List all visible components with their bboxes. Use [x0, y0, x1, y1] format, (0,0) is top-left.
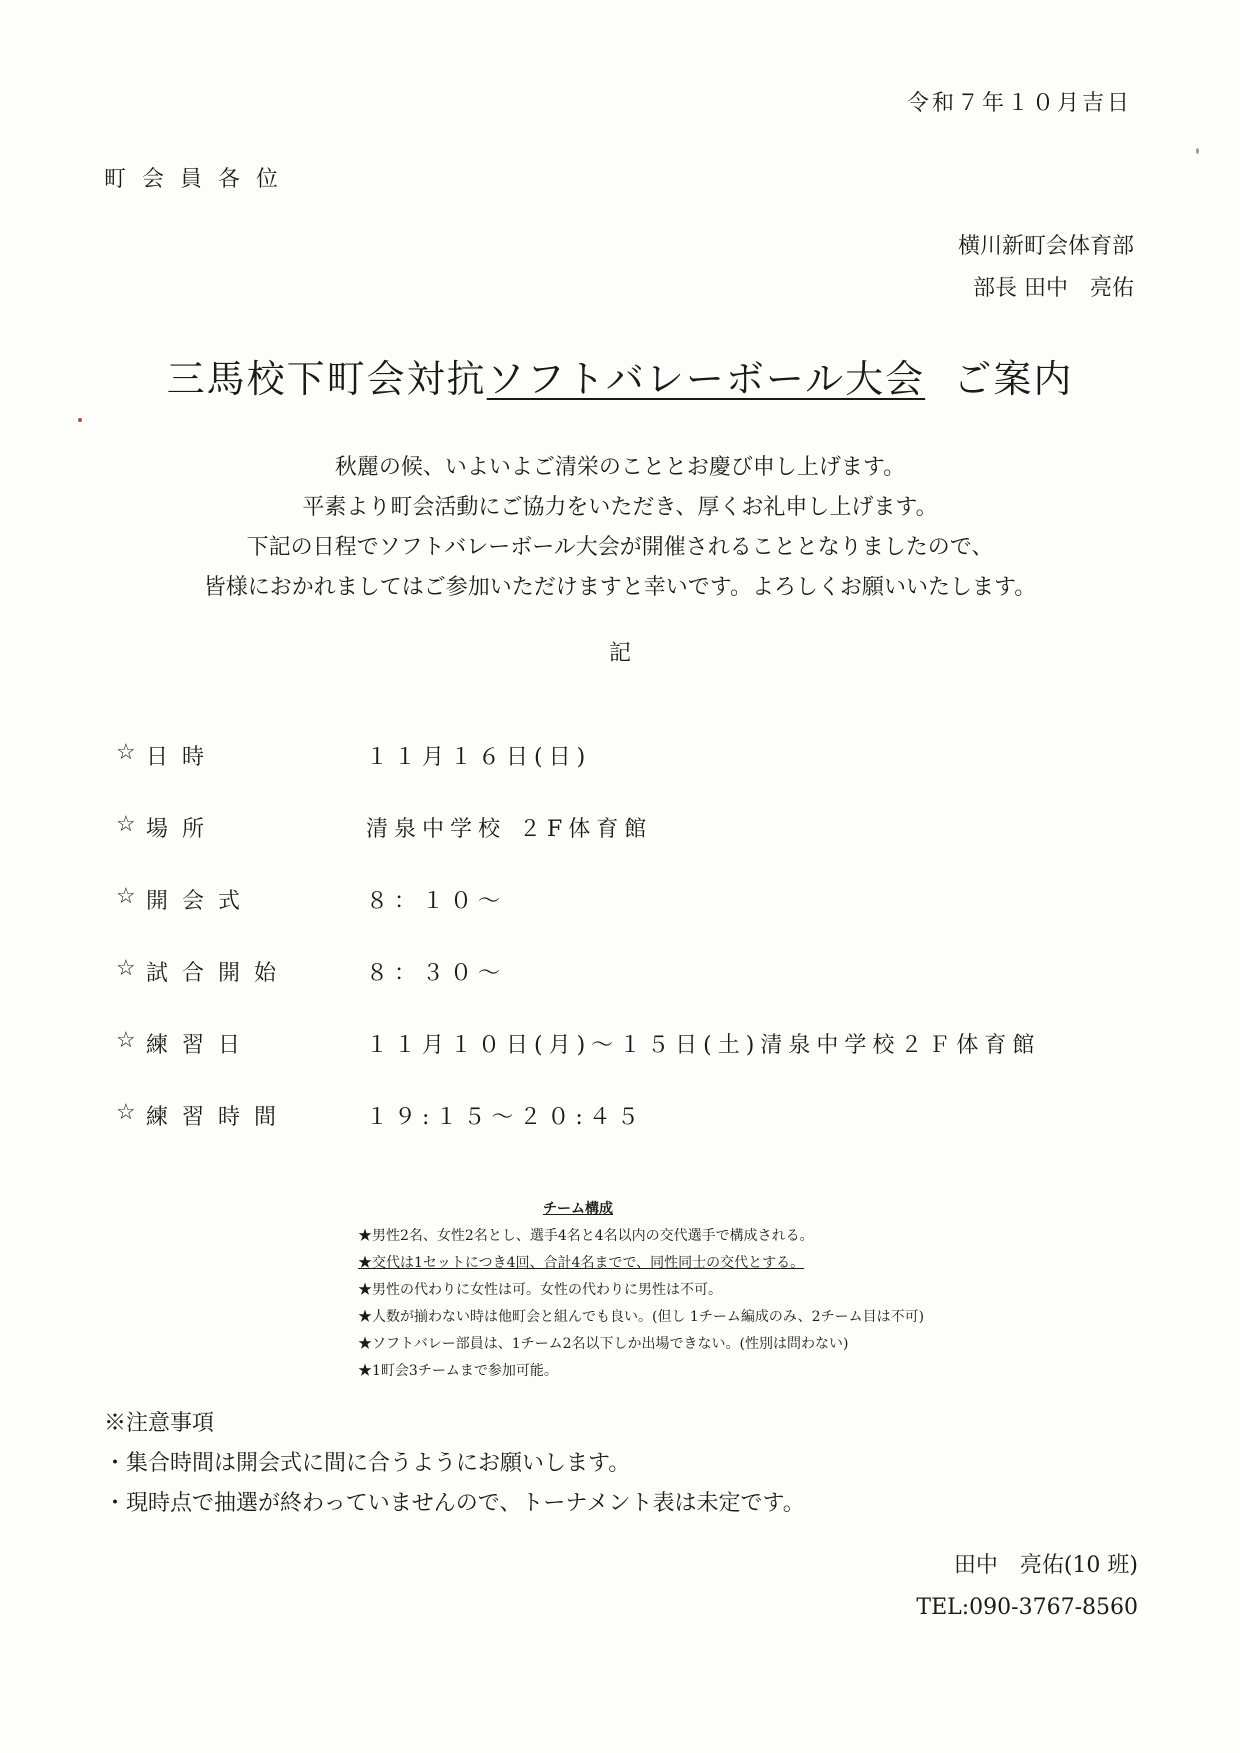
notes-section — [104, 1404, 805, 1524]
detail-value: １９:１５～２０:４５ — [366, 1105, 645, 1130]
detail-value: １１月１６日(日) — [366, 745, 592, 770]
note-item: ・集合時間は開会式に間に合うようにお願いします。 — [104, 1451, 631, 1476]
recipient: 町会員各位 — [104, 167, 295, 192]
team-rule: ★男性の代わりに女性は可。女性の代わりに男性は不可。 — [358, 1282, 722, 1298]
contact-block — [916, 1545, 1138, 1629]
detail-value: １１月１０日(月)～１５日(土)清泉中学校２Ｆ体育館 — [366, 1033, 1041, 1058]
team-heading: チーム構成 — [543, 1201, 613, 1217]
detail-value: 清泉中学校 ２F体育館 — [366, 817, 653, 842]
paper-speck — [1196, 148, 1199, 154]
sender-block — [958, 226, 1134, 310]
star-icon: ☆ — [116, 1100, 136, 1125]
star-icon: ☆ — [116, 1028, 136, 1053]
star-icon: ☆ — [116, 812, 136, 837]
document-date: 令和７年１０月吉日 — [906, 91, 1132, 116]
contact-tel: TEL:090-3767-8560 — [916, 1595, 1138, 1620]
detail-label: 開会式 — [146, 889, 255, 914]
title-suffix: ご案内 — [953, 357, 1074, 401]
sender-organization: 横川新町会体育部 — [957, 234, 1134, 259]
team-rule: ★ソフトバレー部員は、1チーム2名以下しか出場できない。(性別は問わない) — [358, 1336, 849, 1352]
team-rule: ★人数が揃わない時は他町会と組んでも良い。(但し 1チーム編成のみ、2チーム目は不可) — [358, 1309, 925, 1325]
greeting-line: 平素より町会活動にご協力をいただき、厚くお礼申し上げます。 — [302, 495, 938, 520]
greeting-line: 下記の日程でソフトバレーボール大会が開催されることとなりましたので、 — [246, 535, 994, 560]
greeting-line: 皆様におかれましてはご参加いただけますと幸いです。よろしくお願いいたします。 — [203, 575, 1037, 600]
greeting-paragraph — [0, 448, 1240, 608]
star-icon: ☆ — [116, 884, 136, 909]
paper-speck — [78, 418, 82, 422]
detail-label: 試合開始 — [146, 961, 291, 986]
detail-value: ８：３０～ — [366, 961, 507, 986]
detail-label: 日時 — [146, 745, 219, 770]
star-icon: ☆ — [116, 956, 136, 981]
detail-value: ８：１０～ — [366, 889, 507, 914]
detail-label: 練習時間 — [146, 1105, 291, 1130]
title-underlined: ソフトバレーボール大会 — [486, 357, 926, 401]
note-item: ・現時点で抽選が終わっていませんので、トーナメント表は未定です。 — [104, 1491, 805, 1516]
greeting-line: 秋麗の候、いよいよご清栄のこととお慶び申し上げます。 — [334, 455, 906, 480]
team-rule: ★男性2名、女性2名とし、選手4名と4名以内の交代選手で構成される。 — [358, 1228, 814, 1244]
star-icon: ☆ — [116, 740, 136, 765]
detail-label: 練習日 — [146, 1033, 255, 1058]
notes-heading: ※注意事項 — [104, 1411, 215, 1436]
team-rule: ★交代は1セットにつき4回、合計4名までで、同性同士の交代とする。 — [358, 1255, 805, 1271]
document-title — [0, 348, 1240, 403]
team-rule: ★1町会3チームまで参加可能。 — [358, 1363, 558, 1379]
detail-label: 場所 — [146, 817, 219, 842]
contact-name: 田中 亮佑(10 班) — [953, 1553, 1138, 1578]
title-prefix: 三馬校下町会対抗 — [166, 357, 487, 401]
ki-heading: 記 — [608, 641, 631, 666]
sender-person: 部長 田中 亮佑 — [973, 276, 1134, 301]
team-composition — [358, 1196, 924, 1385]
